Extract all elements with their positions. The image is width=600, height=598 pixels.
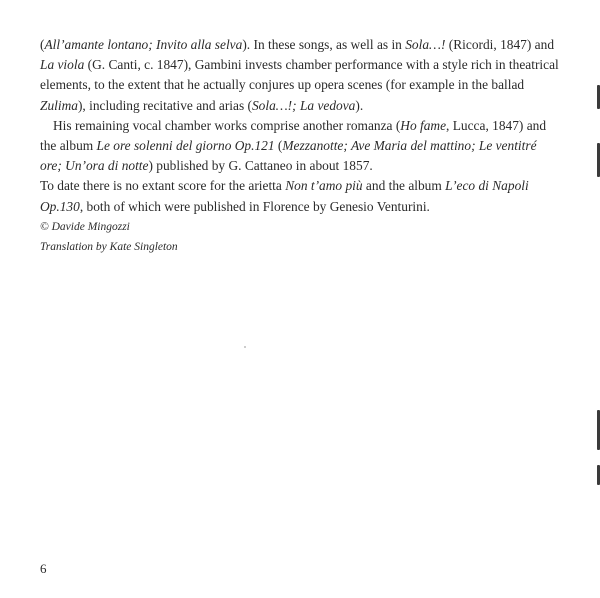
text-run: and the album	[362, 178, 446, 194]
song-title: Ho fame	[400, 117, 447, 133]
text-run: ) published by G. Cattaneo in about 1857.	[148, 158, 373, 174]
song-title: La viola	[40, 57, 85, 73]
text-run: ).	[355, 97, 364, 113]
text-run: To date there is no extant score for the arietta	[40, 178, 286, 194]
text-run: ). In these songs, as well as in	[242, 37, 406, 52]
text-run: , both of which were published in Florence by Genesio Venturini.	[79, 198, 430, 214]
paragraph-3	[40, 176, 560, 216]
text-run: ), including recitative and arias (	[77, 97, 252, 113]
text-run: (	[274, 138, 283, 154]
song-title: Zulima	[40, 97, 78, 113]
paragraph-2	[40, 116, 560, 177]
song-title: Sola…!	[405, 37, 446, 52]
text-run: (Ricordi, 1847) and	[445, 37, 555, 52]
song-title: Non t’amo più	[285, 178, 363, 194]
text-run: (G. Canti, c. 1847), Gambini invests chamber performance with a style rich in theatrical elements, to the extent that he actually conjures up opera scenes (for example in the ballad	[40, 57, 559, 93]
body-text	[40, 35, 560, 257]
text-run: , Lucca, 1847) and the album	[40, 117, 547, 154]
translator-credit: Translation by Kate Singleton	[40, 241, 178, 254]
author-credit: © Davide Mingozzi	[40, 220, 130, 233]
text-run: (	[40, 37, 45, 52]
song-titles: Sola…!; La vedova	[251, 97, 356, 113]
text-run: His remaining vocal chamber works comprise another romanza (	[53, 117, 401, 133]
song-titles: Mezzanotte; Ave Maria del mattino; Le ventitré ore; Un’ora di notte	[40, 138, 537, 174]
paragraph-1	[40, 35, 560, 116]
page-number: 6	[40, 561, 47, 576]
scan-speck	[244, 346, 246, 348]
album-title: L’eco di Napoli Op.130	[40, 178, 529, 214]
song-titles: All’amante lontano; Invito alla selva	[44, 37, 243, 52]
album-title: Le ore solenni del giorno Op.121	[96, 138, 275, 154]
